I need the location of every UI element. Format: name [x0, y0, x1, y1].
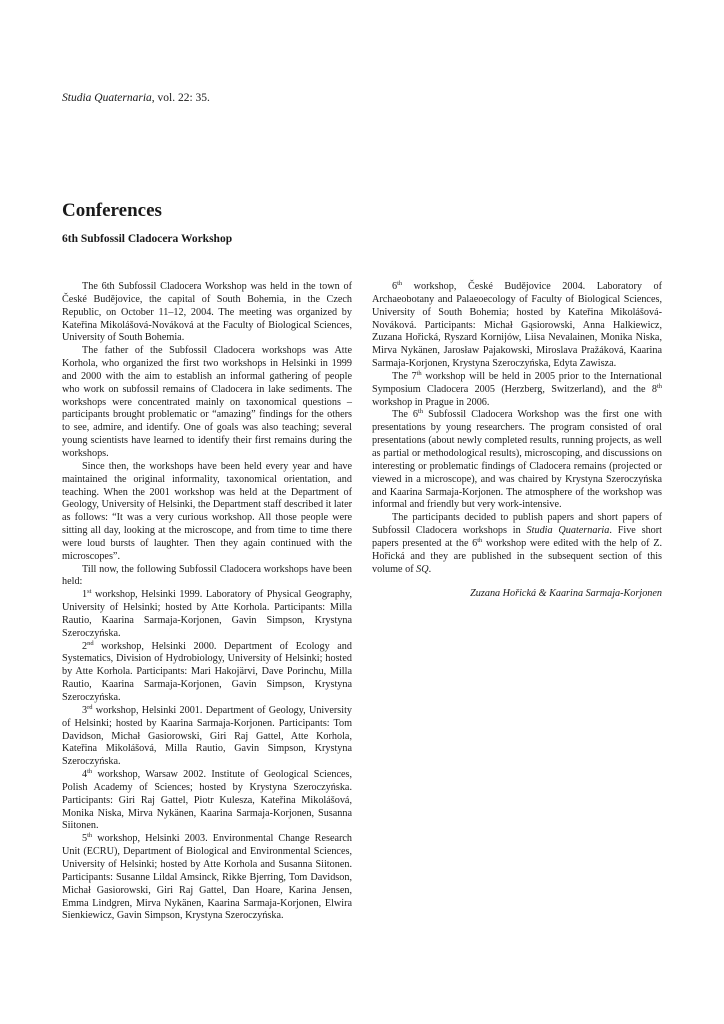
paragraph-intro: The 6th Subfossil Cladocera Workshop was held in the town of České Budějovice, the capital of South Bohemia, in the Czech Republic, on October 11–12, 2004. The meeting was organized by Kateřina Mikolášová-Nováková at the Faculty of Biological Sciences, University of South Bohemia.: [62, 281, 352, 344]
left-column: [62, 281, 352, 923]
paragraph-publication: The participants decided to publish papers and short papers of Subfossil Cladocera workshops in Studia Quaternaria. Five short papers presented at the 6th workshop were edited with the help of Z. Hořická and they are published in the subsequent section of this volume of SQ.: [372, 512, 662, 575]
author-signature: Zuzana Hořická & Kaarina Sarmaja-Korjonen: [470, 588, 662, 600]
journal-reference: [62, 92, 210, 104]
workshop-6: 6th workshop, České Budějovice 2004. Laboratory of Archaeobotany and Palaeoecology of Faculty of Biological Sciences, University of South Bohemia; hosted by Kateřina Mikolášová-Nováková. Participants: Michał Gąsiorowski, Anna Halkiewicz, Zuzana Hořická, Ryszard Kornijów, Liisa Nevalainen, Monika Niska, Mirva Nykänen, Jarosław Pajakowski, Miroslava Pražáková, Kaarina Sarmaja-Korjonen, Krystyna Szeroczyńska, Edyta Zawisza.: [372, 280, 662, 370]
paragraph-program: The 6th Subfossil Cladocera Workshop was the first one with presentations by young researchers. The program consisted of oral presentations (about newly completed results, running projects, as well as partial or methodological results), microscoping, and discussions on interesting or problematic findings of Cladocera remains (projected or viewed in a microscope), and was chaired by Krystyna Szeroczyńska and Kaarina Sarmaja-Korjonen. The atmosphere of the workshop was informal and friendly but very work-intensive.: [372, 408, 662, 511]
workshop-2: 2nd workshop, Helsinki 2000. Department of Ecology and Systematics, Division of Hydrobiology, University of Helsinki; hosted by Atte Korhola. Participants: Mari Hakojärvi, Dave Porinchu, Milla Rautio, Kaarina Sarmaja-Korjonen, Gavin Simpson, Krystyna Szeroczyńska.: [62, 639, 352, 703]
journal-volume: , vol. 22: 35.: [151, 92, 210, 104]
workshop-4: 4th workshop, Warsaw 2002. Institute of Geological Sciences, Polish Academy of Sciences; hosted by Krystyna Szeroczyńska. Participants: Giri Raj Gattel, Piotr Kulesza, Kateřina Mikolášová, Monika Niska, Mirva Nykänen, Kaarina Sarmaja-Korjonen, Susanna Siitonen.: [62, 768, 352, 832]
paragraph-history: The father of the Subfossil Cladocera workshops was Atte Korhola, who organized the first two workshops in Helsinki in 1999 and 2000 with the aim to establish an informal gathering of people who work on subfossil remains of Cladocera in lake sediments. The workshops were concentrated mainly on taxonomical questions – participants brought problematic or “amazing” findings for the others to see, admire, and identify. One of goals was also teaching; several young scientists have learned to identify their first remains during the workshops.: [62, 345, 352, 459]
workshop-3: 3rd workshop, Helsinki 2001. Department of Geology, University of Helsinki; hosted by Kaarina Sarmaja-Korjonen. Participants: Tom Davidson, Michał Gasiorowski, Giri Raj Gattel, Atte Korhola, Kateřina Mikolášová, Milla Rautio, Gavin Simpson, Krystyna Szeroczyńska.: [62, 703, 352, 768]
paragraph-list-intro: Till now, the following Subfossil Cladocera workshops have been held:: [62, 563, 352, 588]
article-title: 6th Subfossil Cladocera Workshop: [62, 233, 233, 245]
workshop-1: 1st workshop, Helsinki 1999. Laboratory of Physical Geography, University of Helsinki; hosted by Atte Korhola. Participants: Milla Rautio, Kaarina Sarmaja-Korjonen, Gavin Simpson, Krystyna Szeroczyńska.: [62, 588, 352, 639]
workshop-5: 5th workshop, Helsinki 2003. Environmental Change Research Unit (ECRU), Department of Biological and Environmental Sciences, University of Helsinki; hosted by Atte Korhola and Susanna Siitonen. Participants: Susanne Lildal Amsinck, Rikke Bjerring, Tom Davidson, Michał Gasiorowski, Giri Raj Gattel, Dan Hoare, Karina Jensen, Emma Lindgren, Mirva Nykänen, Kaarina Sarmaja-Korjonen, Elwira Sienkiewicz, Gavin Simpson, Krystyna Szeroczyńska.: [62, 832, 352, 922]
right-column: [372, 281, 662, 601]
paragraph-future: The 7th workshop will be held in 2005 prior to the International Symposium Cladocera 2005 (Herzberg, Switzerland), and the 8th workshop in Prague in 2006.: [372, 369, 662, 408]
paragraph-since: Since then, the workshops have been held every year and have maintained the original informality, taxonomical orientation, and teaching. When the 2001 workshop was held at the Department of Geology, University of Helsinki, the Department staff described it later as follows: “It was a very curious workshop. All those people were sitting all day, looking at the microscope, and from time to time there were loud bursts of laughter. Then they again continued with the microscopes”.: [62, 460, 352, 562]
section-title: Conferences: [62, 200, 162, 221]
journal-name: Studia Quaternaria: [62, 92, 152, 104]
